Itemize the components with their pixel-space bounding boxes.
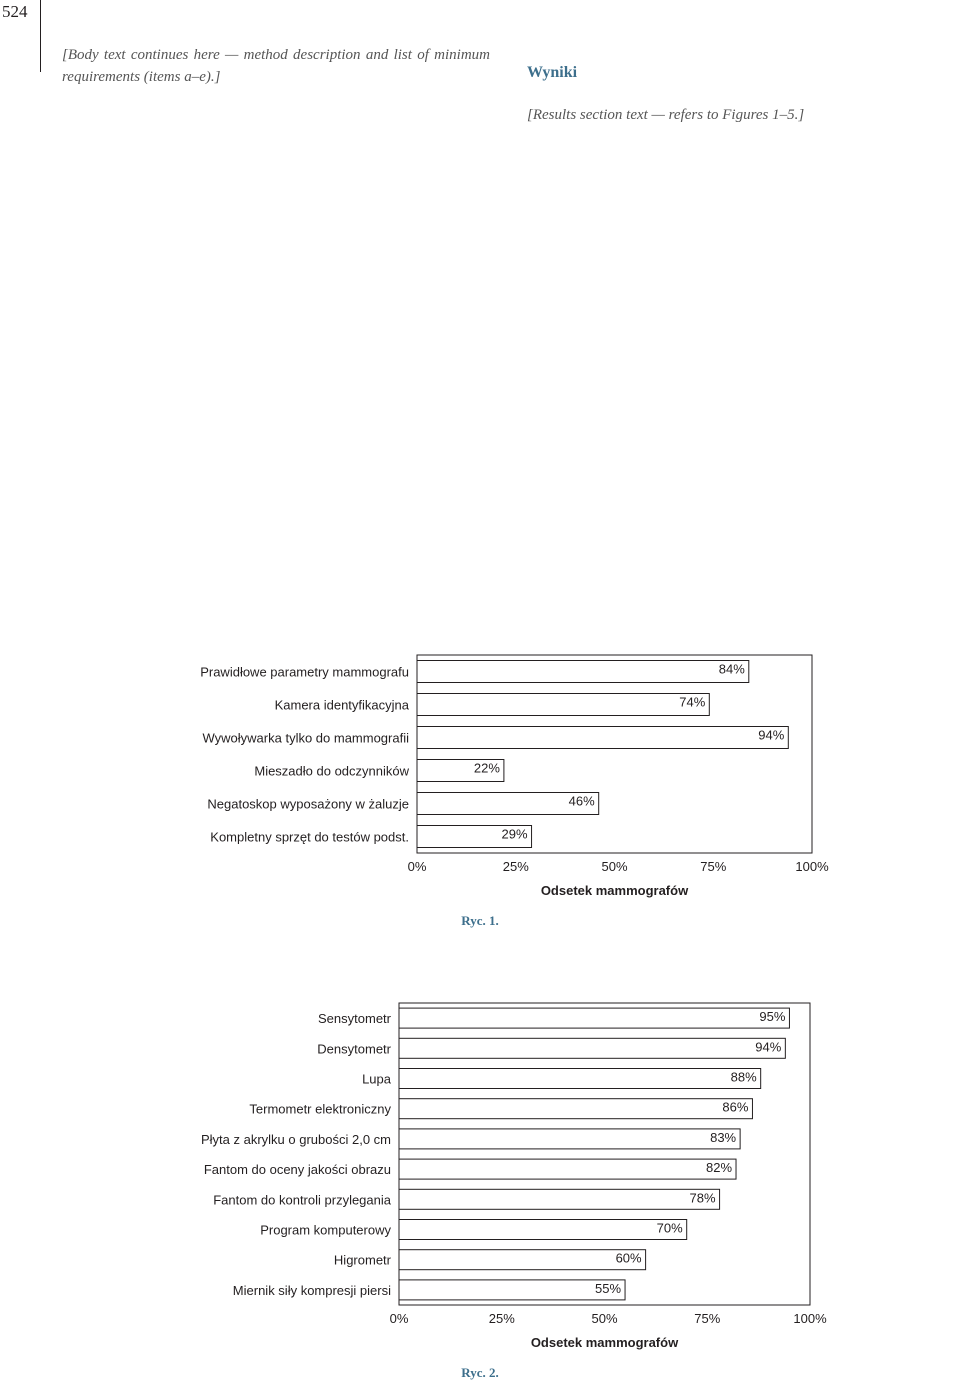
fig1-bar	[417, 727, 788, 749]
page-header-rule	[40, 0, 41, 72]
fig2-category-label: Program komputerowy	[260, 1222, 391, 1238]
fig2-value-label: 78%	[689, 1190, 716, 1206]
results-text-placeholder: [Results section text — refers to Figures 1–5.]	[527, 107, 805, 123]
fig2-value-label: 70%	[656, 1220, 683, 1236]
fig2-value-label: 55%	[595, 1280, 622, 1296]
fig1-x-axis-title: Odsetek mammografów	[540, 883, 689, 898]
right-column	[527, 44, 955, 130]
fig1-value-label: 29%	[501, 826, 528, 842]
fig2-category-label: Higrometr	[333, 1252, 391, 1268]
fig1-category-label: Prawidłowe parametry mammografu	[200, 664, 409, 680]
fig2-bar	[399, 1129, 740, 1149]
fig1-bar	[417, 694, 709, 716]
fig2-bar	[399, 1069, 761, 1089]
fig2-category-label: Sensytometr	[318, 1011, 391, 1027]
fig1-x-tick-label: 100%	[795, 859, 829, 874]
fig2-category-label: Fantom do oceny jakości obrazu	[203, 1162, 391, 1178]
fig2-bar	[399, 1250, 646, 1270]
fig2-value-label: 88%	[730, 1069, 757, 1085]
fig2-bar	[399, 1159, 736, 1179]
figure-2-caption	[0, 1364, 960, 1382]
fig1-value-label: 46%	[568, 793, 595, 809]
fig2-bar	[399, 1189, 720, 1209]
fig1-x-tick-label: 25%	[502, 859, 529, 874]
fig2-x-tick-label: 50%	[591, 1311, 618, 1326]
fig1-x-tick-label: 50%	[601, 859, 628, 874]
fig2-bar	[399, 1038, 785, 1058]
fig1-value-label: 94%	[758, 727, 785, 743]
fig2-category-label: Lupa	[362, 1071, 391, 1087]
figure-1-chart	[0, 645, 960, 910]
fig2-value-label: 60%	[615, 1250, 642, 1266]
figure-1-caption-label: Ryc. 1.	[461, 913, 499, 928]
fig2-bar	[399, 1099, 752, 1119]
page-number: 524	[2, 2, 28, 21]
fig2-value-label: 82%	[705, 1160, 733, 1176]
fig1-x-tick-label: 0%	[407, 859, 427, 874]
figure-2-caption-label: Ryc. 2.	[461, 1365, 499, 1380]
fig2-category-label: Densytometr	[317, 1041, 391, 1057]
fig1-category-label: Negatoskop wyposażony w żaluzje	[207, 796, 409, 812]
fig2-value-label: 94%	[755, 1039, 782, 1055]
figure-2	[0, 995, 960, 1360]
fig2-bar	[399, 1220, 687, 1240]
fig1-value-label: 74%	[679, 694, 706, 710]
figure-1-caption	[0, 912, 960, 930]
body-text-placeholder: [Body text continues here — method description and list of minimum requirements (items a–e).]	[62, 47, 490, 85]
fig2-category-label: Miernik siły kompresji piersi	[232, 1282, 391, 1298]
fig1-category-label: Kamera identyfikacyjna	[274, 697, 409, 713]
figure-2-chart	[0, 995, 960, 1360]
fig1-x-tick-label: 75%	[700, 859, 727, 874]
fig2-value-label: 95%	[759, 1009, 786, 1025]
fig2-category-label: Termometr elektroniczny	[249, 1101, 391, 1117]
fig2-category-label: Fantom do kontroli przylegania	[213, 1192, 391, 1208]
fig2-x-tick-label: 25%	[488, 1311, 515, 1326]
fig2-value-label: 83%	[710, 1129, 737, 1145]
left-column	[62, 44, 490, 92]
fig2-bar	[399, 1280, 625, 1300]
section-heading-results: Wyniki	[527, 64, 578, 81]
fig1-category-label: Mieszadło do odczynników	[254, 763, 409, 779]
fig2-x-tick-label: 100%	[793, 1311, 827, 1326]
fig2-bar	[399, 1008, 789, 1028]
fig1-value-label: 22%	[473, 760, 500, 776]
fig1-category-label: Kompletny sprzęt do testów podst.	[210, 829, 409, 845]
fig1-value-label: 84%	[718, 661, 745, 677]
figure-1	[0, 645, 960, 910]
fig1-bar	[417, 661, 749, 683]
fig2-x-axis-title: Odsetek mammografów	[530, 1335, 679, 1350]
fig2-x-tick-label: 0%	[389, 1311, 409, 1326]
fig2-x-tick-label: 75%	[694, 1311, 721, 1326]
fig1-category-label: Wywoływarka tylko do mammografii	[202, 730, 409, 746]
fig2-category-label: Płyta z akrylku o grubości 2,0 cm	[200, 1131, 391, 1147]
fig1-plot-frame	[417, 655, 812, 853]
fig2-value-label: 86%	[722, 1099, 749, 1115]
